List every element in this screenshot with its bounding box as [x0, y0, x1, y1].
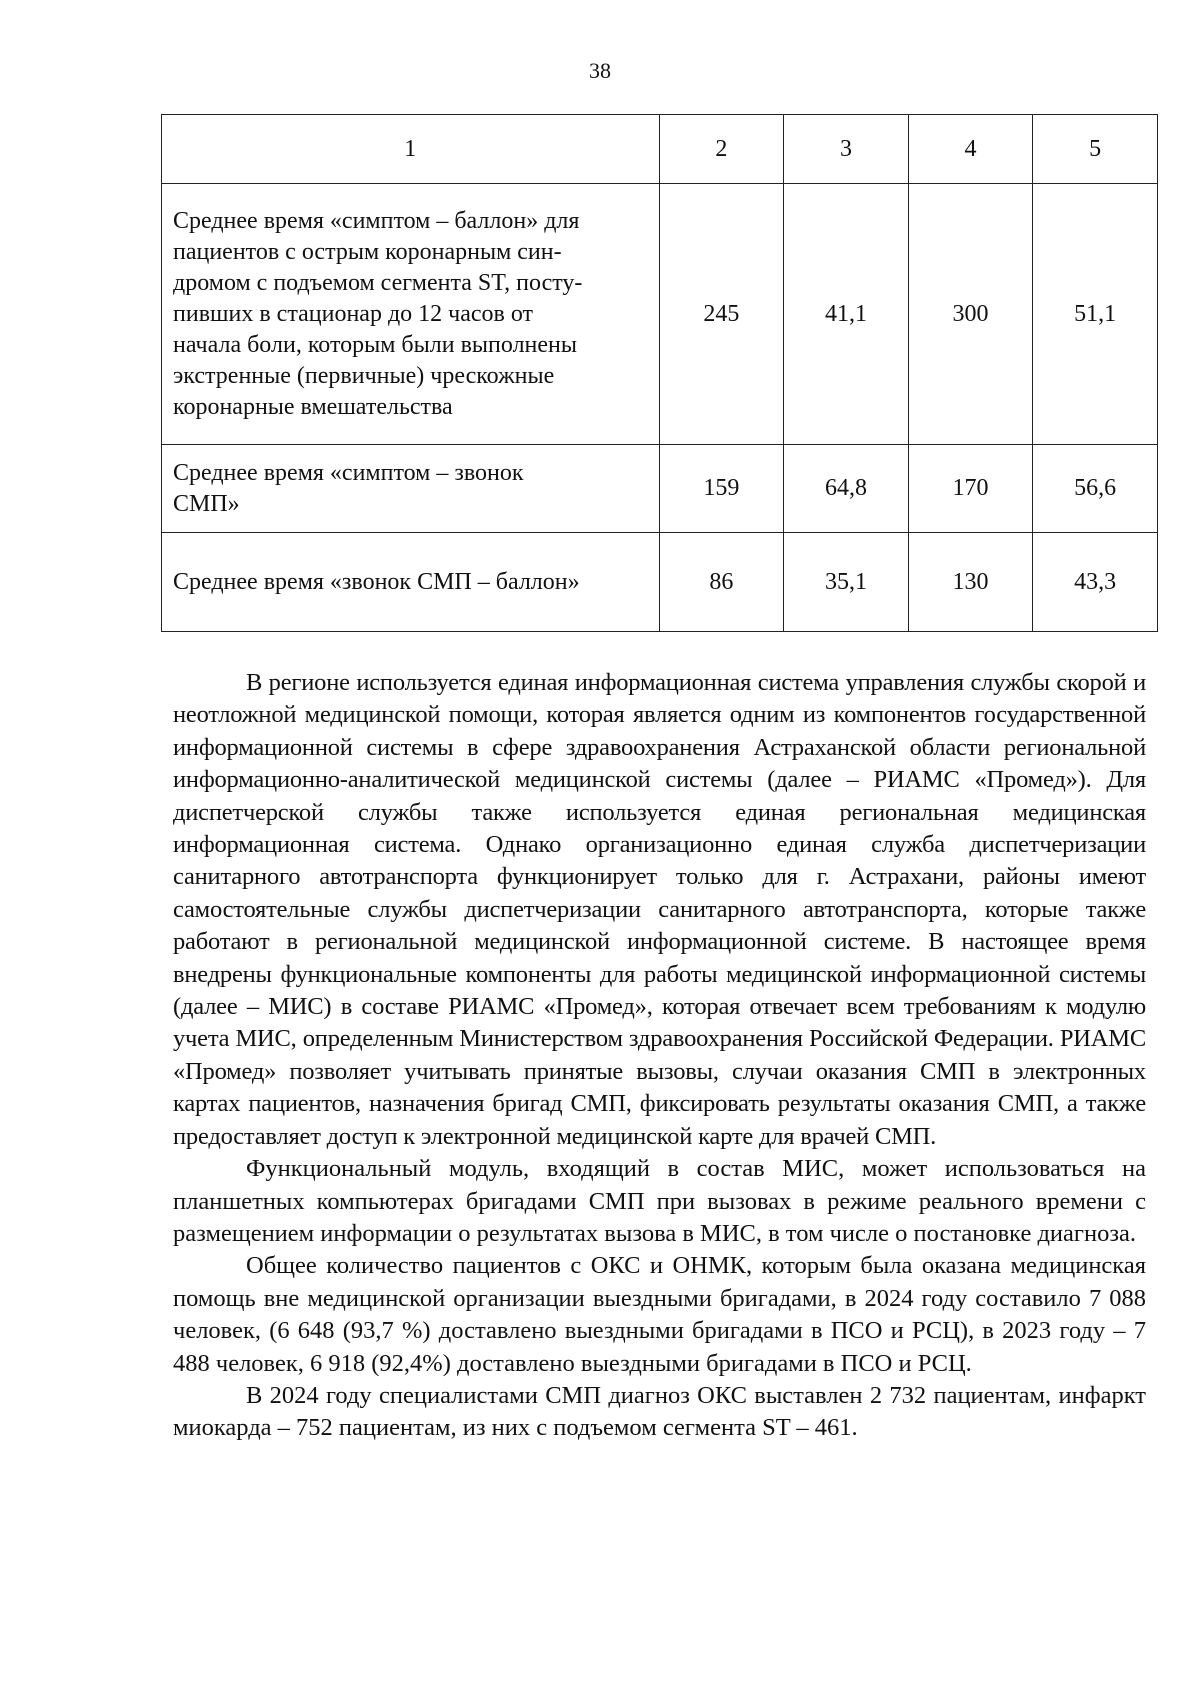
- value-cell: 86: [659, 533, 784, 632]
- desc-line: коронарные вмешательства: [173, 393, 453, 420]
- desc-line: Среднее время «симптом – звонок: [173, 459, 524, 486]
- value-cell: 159: [659, 445, 784, 533]
- desc-line: дромом с подъемом сегмента ST, посту-: [173, 269, 583, 296]
- desc-line: Среднее время «симптом – баллон» для: [173, 207, 580, 234]
- value-cell: 41,1: [784, 184, 909, 445]
- header-cell: 1: [162, 115, 660, 184]
- table-row: [162, 445, 1158, 533]
- table-header-row: [162, 115, 1158, 184]
- value-cell: 245: [659, 184, 784, 445]
- desc-line: пациентов с острым коронарным син-: [173, 238, 562, 265]
- table-row: [162, 184, 1158, 445]
- body-text: [173, 667, 1146, 1445]
- paragraph: В регионе используется единая информационная система управления службы скорой и неотложной медицинской помощи, которая является одним из компонентов государственной информационной системы в сфере здравоохранения Астраханской области региональной информационно-аналитической медицинской системы (далее – РИАМС «Промед»). Для диспетчерской службы также используется единая региональная медицинская информационная система. Однако организационно единая служба диспетчеризации санитарного автотранспорта функционирует только для г. Астрахани, районы имеют самостоятельные службы диспетчеризации санитарного автотранспорта, которые также работают в региональной медицинской информационной системе. В настоящее время внедрены функциональные компоненты для работы медицинской информационной системы (далее – МИС) в составе РИАМС «Промед», которая отвечает всем требованиям к модулю учета МИС, определенным Министерством здравоохранения Российской Федерации. РИАМС «Промед» позволяет учитывать принятые вызовы, случаи оказания СМП в электронных картах пациентов, назначения бригад СМП, фиксировать результаты оказания СМП, а также предоставляет доступ к электронной медицинской карте для врачей СМП.: [173, 669, 1146, 1150]
- header-cell: 4: [908, 115, 1033, 184]
- paragraph: В 2024 году специалистами СМП диагноз ОКС выставлен 2 732 пациентам, инфаркт миокарда – 752 пациентам, из них с подъемом сегмента ST – 461.: [173, 1381, 1146, 1442]
- table-row: [162, 533, 1158, 632]
- value-cell: 35,1: [784, 533, 909, 632]
- paragraph: Функциональный модуль, входящий в состав МИС, может использоваться на планшетных компьютерах бригадами СМП при вызовах в режиме реального времени с размещением информации о результатах вызова в МИС, в том числе о постановке диагноза.: [173, 1155, 1146, 1247]
- value-cell: 130: [908, 533, 1033, 632]
- desc-line: пивших в стационар до 12 часов от: [173, 300, 534, 327]
- row-description: [162, 184, 660, 445]
- desc-line: начала боли, которым были выполнены: [173, 331, 578, 358]
- paragraph: Общее количество пациентов с ОКС и ОНМК, которым была оказана медицинская помощь вне медицинской организации выездными бригадами, в 2024 году составило 7 088 человек, (6 648 (93,7 %) доставлено выездными бригадами в ПСО и РСЦ), в 2023 году – 7 488 человек, 6 918 (92,4%) доставлено выездными бригадами в ПСО и РСЦ.: [173, 1252, 1146, 1377]
- desc-line: экстренные (первичные) чрескожные: [173, 362, 555, 389]
- desc-line: Среднее время «звонок СМП – баллон»: [173, 568, 580, 595]
- value-cell: 56,6: [1033, 445, 1158, 533]
- header-cell: 5: [1033, 115, 1158, 184]
- row-description: [162, 533, 660, 632]
- statistics-table: [161, 114, 1158, 632]
- header-cell: 2: [659, 115, 784, 184]
- value-cell: 51,1: [1033, 184, 1158, 445]
- page-number: 38: [589, 58, 611, 83]
- value-cell: 170: [908, 445, 1033, 533]
- value-cell: 300: [908, 184, 1033, 445]
- header-cell: 3: [784, 115, 909, 184]
- row-description: [162, 445, 660, 533]
- value-cell: 64,8: [784, 445, 909, 533]
- desc-line: СМП»: [173, 490, 240, 517]
- value-cell: 43,3: [1033, 533, 1158, 632]
